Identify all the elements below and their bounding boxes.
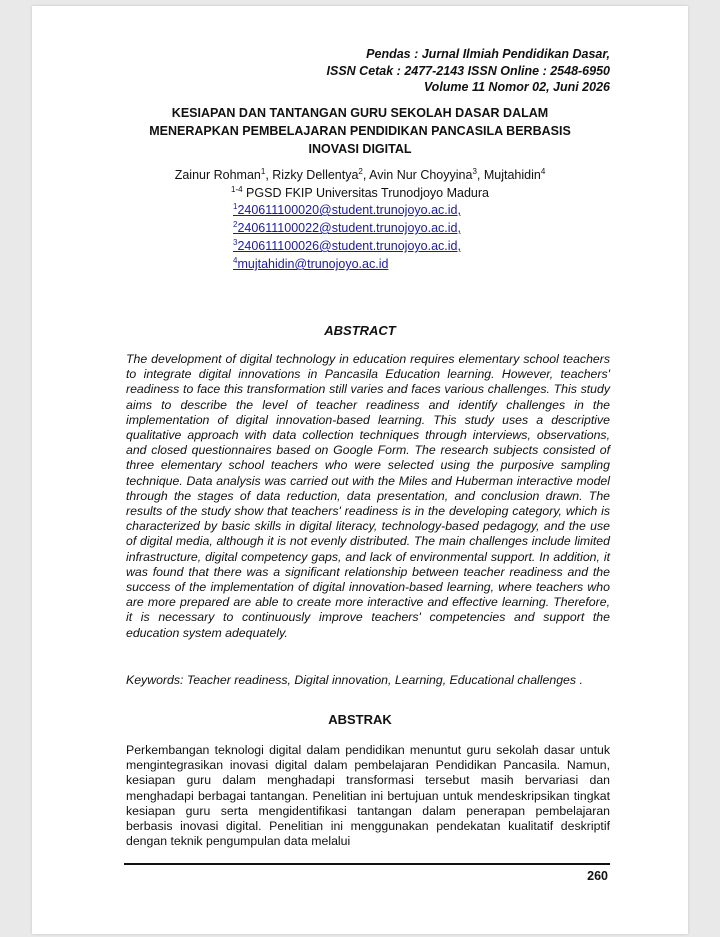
- abstrak-body: Perkembangan teknologi digital dalam pendidikan menuntut guru sekolah dasar untuk mengintegrasikan inovasi digital dalam pembelajaran Pendidikan Pancasila. Namun, kesiapan guru dalam menghadapi transformasi tersebut masih bervariasi dan menghadapi berbagai tantangan. Penelitian ini bertujuan untuk mendeskripsikan tingkat kesiapan guru serta mengidentifikasi tantangan dalam penerapan pembelajaran berbasis inovasi digital. Penelitian ini menggunakan pendekatan kualitatif deskriptif dengan teknik pengumpulan data melalui: [126, 743, 610, 849]
- abstract-body: The development of digital technology in education requires elementary school teachers to integrate digital innovations in Pancasila Education learning. However, teachers' readiness to face this transformation still varies and faces various challenges. This study aims to describe the level of teacher readiness and identify challenges in the implementation of digital innovation-based learning. This study uses a descriptive qualitative approach with data collection techniques through interviews, observations, and closed questionnaires based on Google Form. The research subjects consisted of three elementary school teachers who were selected using the purposive sampling technique. Data analysis was carried out with the Miles and Huberman interactive model through the stages of data reduction, data presentation, and conclusion drawn. The results of the study show that teachers' readiness is in the developing category, which is characterized by basic skills in digital literacy, technology-based pedagogy, and the use of digital media, although it is not evenly distributed. The main challenges include limited infrastructure, digital competency gaps, and lack of environmental support. In addition, it was found that there was a significant relationship between teacher readiness and the success of the implementation of digital innovation-based learning, where teachers who are more prepared are able to create more interactive and effective learning. Therefore, it is necessary to continuously improve teachers' competencies and support the education system adequately.: [126, 352, 610, 640]
- author-sup: 1: [260, 167, 266, 176]
- affiliation: [32, 184, 688, 202]
- author-list: [32, 166, 688, 184]
- paper-page: [32, 6, 688, 934]
- affiliation-sup: 1-4: [231, 185, 243, 194]
- author-name: Rizky Dellentya: [272, 168, 359, 182]
- email-sup: 3: [233, 238, 238, 247]
- author-name: Avin Nur Choyyina: [369, 168, 473, 182]
- author-sup: 3: [472, 167, 477, 176]
- email-address[interactable]: 240611100026@student.trunojoyo.ac.id,: [237, 239, 461, 253]
- email-link[interactable]: [233, 255, 461, 273]
- journal-issn: ISSN Cetak : 2477-2143 ISSN Online : 2548-6950: [326, 63, 610, 78]
- author-sep: ,: [362, 168, 370, 182]
- email-sup: 2: [233, 220, 238, 229]
- author-name: Zainur Rohman: [174, 168, 261, 182]
- email-sup: 4: [233, 256, 238, 265]
- paper-title: KESIAPAN DAN TANTANGAN GURU SEKOLAH DASAR DALAM MENERAPKAN PEMBELAJARAN PENDIDIKAN PANCASILA BERBASIS INOVASI DIGITAL: [149, 106, 571, 156]
- email-address[interactable]: mujtahidin@trunojoyo.ac.id: [237, 257, 389, 271]
- email-link[interactable]: [233, 219, 461, 237]
- affiliation-text: PGSD FKIP Universitas Trunodjoyo Madura: [242, 186, 489, 200]
- email-list: [233, 201, 461, 273]
- author-block: [32, 166, 688, 202]
- page-number: 260: [587, 869, 608, 883]
- email-link[interactable]: [233, 237, 461, 255]
- email-link[interactable]: [233, 201, 461, 219]
- journal-name: Pendas : Jurnal Ilmiah Pendidikan Dasar,: [366, 47, 610, 61]
- journal-volume: Volume 11 Nomor 02, Juni 2026: [423, 80, 610, 94]
- footer-rule: [124, 863, 610, 865]
- author-name: Mujtahidin: [483, 168, 541, 182]
- author-sup: 4: [540, 167, 546, 176]
- abstrak-heading: ABSTRAK: [328, 712, 392, 727]
- abstract-heading: ABSTRACT: [324, 323, 396, 338]
- keywords: Keywords: Teacher readiness, Digital innovation, Learning, Educational challenges .: [126, 673, 583, 687]
- journal-header: [327, 46, 610, 96]
- email-address[interactable]: 240611100020@student.trunojoyo.ac.id,: [237, 203, 461, 217]
- author-sep: ,: [476, 168, 484, 182]
- email-address[interactable]: 240611100022@student.trunojoyo.ac.id,: [237, 221, 461, 235]
- author-sep: ,: [265, 168, 273, 182]
- author-sup: 2: [358, 167, 363, 176]
- email-sup: 1: [233, 202, 238, 211]
